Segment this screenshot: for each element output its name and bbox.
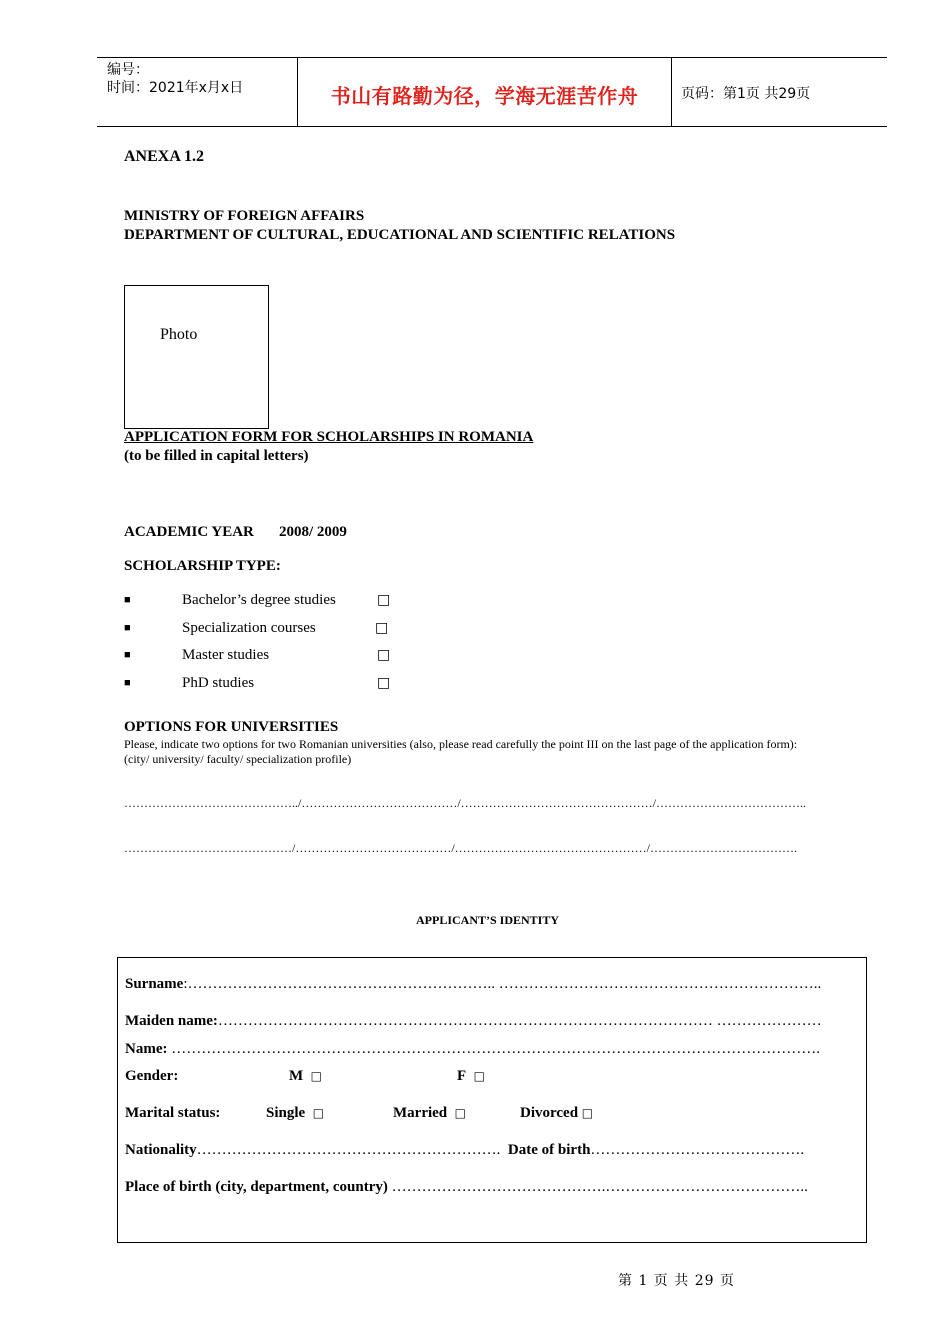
scholarship-option-phd	[124, 673, 404, 693]
marital-single-option	[266, 1105, 324, 1122]
nationality-label: Nationality	[125, 1142, 197, 1158]
option-label: Master studies	[182, 647, 270, 663]
identity-box	[117, 957, 867, 1243]
checkbox[interactable]: □	[377, 592, 391, 608]
header-divider	[671, 58, 672, 126]
university-option-2-field[interactable]: ……………………………………/…………………………………/…………………………………………/……………………………….	[124, 841, 798, 855]
form-title: APPLICATION FORM FOR SCHOLARSHIPS IN ROMANIA	[124, 429, 534, 445]
name-field[interactable]: ………………………………………………………………………………………………………………….	[167, 1041, 820, 1057]
place-of-birth-label: Place of birth (city, department, country)	[125, 1179, 388, 1195]
maiden-name-field[interactable]: ……………………………………………………………………………………… …………………	[217, 1013, 822, 1029]
academic-year-label: ACADEMIC YEAR	[124, 524, 254, 540]
surname-field[interactable]: :…………………………………………………….. ………………………………………………………..	[183, 976, 822, 992]
header-left	[107, 61, 243, 97]
date-of-birth-label: Date of birth	[507, 1142, 591, 1158]
marital-married-checkbox[interactable]: □	[454, 1106, 466, 1120]
place-of-birth-field[interactable]: …………………………………….…………………………………..	[387, 1179, 808, 1195]
checkbox[interactable]: □	[377, 675, 391, 691]
gender-f-option	[457, 1068, 485, 1085]
bullet-icon: ■	[124, 594, 131, 606]
marital-status-label: Marital status:	[125, 1105, 221, 1121]
header-page-info: 页码：第1页 共29页	[681, 86, 811, 102]
gender-label: Gender:	[125, 1068, 179, 1084]
surname-label: Surname	[125, 976, 184, 992]
name-row	[125, 1041, 855, 1058]
nationality-dob-row	[125, 1142, 855, 1159]
ministry-name: MINISTRY OF FOREIGN AFFAIRS	[124, 208, 365, 224]
marital-single-label: Single	[266, 1105, 306, 1121]
scholarship-option-master	[124, 645, 404, 665]
gender-m-label: M	[289, 1068, 304, 1084]
bullet-icon: ■	[124, 649, 131, 661]
page-header	[97, 57, 887, 127]
scholarship-option-bachelor	[124, 590, 404, 610]
photo-label: Photo	[160, 326, 198, 343]
options-universities-instruction: Please, indicate two options for two Romanian universities (also, please read carefully the point III on the last page of the application form):	[124, 737, 798, 751]
header-motto: 书山有路勤为径，学海无涯苦作舟	[330, 84, 639, 108]
option-label: Specialization courses	[182, 620, 316, 636]
identity-heading: APPLICANT’S IDENTITY	[416, 913, 560, 927]
gender-f-checkbox[interactable]: □	[473, 1069, 486, 1083]
page-footer: 第 1 页 共 29 页	[618, 1273, 735, 1289]
option-label: PhD studies	[182, 675, 255, 691]
academic-year-value: 2008/ 2009	[279, 524, 347, 540]
options-universities-format: (city/ university/ faculty/ specialization profile)	[124, 752, 352, 766]
gender-m-option	[289, 1068, 322, 1085]
marital-single-checkbox[interactable]: □	[312, 1106, 325, 1120]
date-of-birth-field[interactable]: …………………………………….	[590, 1142, 805, 1158]
marital-divorced-checkbox[interactable]: □	[581, 1106, 594, 1120]
department-name: DEPARTMENT OF CULTURAL, EDUCATIONAL AND SCIENTIFIC RELATIONS	[124, 227, 676, 243]
checkbox[interactable]: □	[375, 620, 389, 636]
bullet-icon: ■	[124, 677, 131, 689]
number-label: 编号：	[107, 62, 149, 78]
maiden-name-label: Maiden name:	[125, 1013, 218, 1029]
marital-divorced-option	[520, 1105, 593, 1122]
scholarship-type-label: SCHOLARSHIP TYPE:	[124, 558, 281, 574]
maiden-name-row	[125, 1013, 855, 1030]
gender-f-label: F	[457, 1068, 467, 1084]
time-label: 时间：2021年x月x日	[107, 80, 244, 96]
option-label: Bachelor’s degree studies	[182, 592, 336, 608]
nationality-field[interactable]: …………………………………………………….	[196, 1142, 505, 1158]
bullet-icon: ■	[124, 622, 131, 634]
marital-divorced-label: Divorced	[520, 1105, 579, 1121]
surname-row	[125, 976, 855, 993]
options-universities-title: OPTIONS FOR UNIVERSITIES	[124, 719, 339, 735]
photo-box	[124, 285, 269, 429]
annex-label: ANEXA 1.2	[124, 148, 205, 165]
gender-m-checkbox[interactable]: □	[310, 1069, 323, 1083]
form-subtitle: (to be filled in capital letters)	[124, 448, 309, 464]
name-label: Name:	[125, 1041, 168, 1057]
place-of-birth-row	[125, 1179, 855, 1196]
scholarship-option-specialization	[124, 618, 404, 638]
marital-married-label: Married	[393, 1105, 448, 1121]
marital-married-option	[393, 1105, 466, 1122]
university-option-1-field[interactable]: ……………………………………../…………………………………/…………………………………………/………………………………..	[124, 796, 807, 810]
checkbox[interactable]: □	[377, 647, 391, 663]
